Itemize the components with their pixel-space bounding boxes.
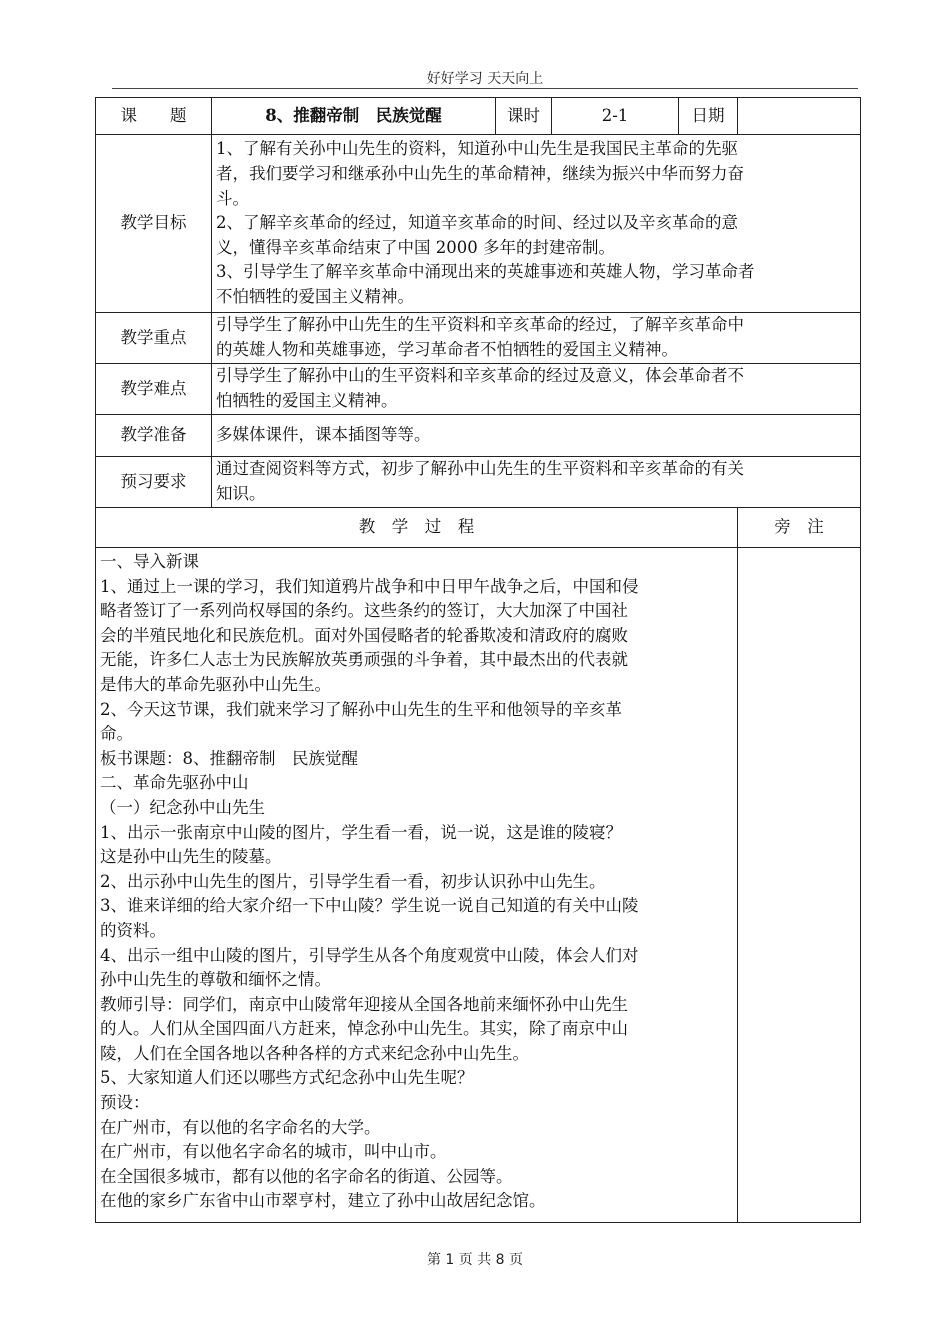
- objectives-line: 斗。: [216, 188, 249, 208]
- page-footer: 第 1 页 共 8 页: [426, 1252, 524, 1268]
- process-line: 4、出示一组中山陵的图片，引导学生从各个角度观赏中山陵，体会人们对: [100, 945, 639, 965]
- title-label: 课 题: [96, 98, 212, 135]
- objectives-label: 教学目标: [96, 135, 212, 313]
- objectives-line: 义，懂得辛亥革命结束了中国 2000 多年的封建帝制。: [216, 237, 615, 257]
- hours-label: 课时: [496, 98, 552, 135]
- header-rule: [112, 88, 858, 89]
- process-line: 1、出示一张南京中山陵的图片，学生看一看，说一说，这是谁的陵寝？: [100, 822, 622, 842]
- process-line: 2、出示孙中山先生的图片，引导学生看一看，初步认识孙中山先生。: [100, 871, 606, 891]
- hours-value: 2-1: [552, 98, 679, 135]
- process-header: 教 学 过 程: [96, 508, 738, 548]
- process-line: 5、大家知道人们还以哪些方式纪念孙中山先生呢？: [100, 1068, 474, 1088]
- difficulties-row: [96, 364, 861, 415]
- process-line: 会的半殖民地化和民族危机。面对外国侵略者的轮番欺凌和清政府的腐败: [100, 625, 628, 645]
- process-body-row: [96, 548, 861, 1223]
- process-line: （一）纪念孙中山先生: [100, 797, 265, 817]
- notes-header: 旁 注: [738, 508, 861, 548]
- process-line: 在他的家乡广东省中山市翠亨村，建立了孙中山故居纪念馆。: [100, 1191, 546, 1211]
- process-line: 是伟大的革命先驱孙中山先生。: [100, 674, 331, 694]
- difficulties-content: [212, 364, 861, 415]
- objectives-content: [212, 135, 861, 313]
- process-line: 教师引导：同学们，南京中山陵常年迎接从全国各地前来缅怀孙中山先生: [100, 994, 628, 1014]
- process-line: 孙中山先生的尊敬和缅怀之情。: [100, 970, 331, 990]
- preview-label: 预习要求: [96, 457, 212, 508]
- difficulties-label: 教学难点: [96, 364, 212, 415]
- process-line: 陵，人们在全国各地以各种各样的方式来纪念孙中山先生。: [100, 1043, 529, 1063]
- objectives-line: 3、引导学生了解辛亥革命中涌现出来的英雄事迹和英雄人物，学习革命者: [216, 262, 755, 282]
- process-content: [96, 548, 738, 1223]
- key-points-content: [212, 313, 861, 364]
- process-line: 一、导入新课: [100, 552, 199, 571]
- objectives-row: [96, 135, 861, 313]
- key-points-row: [96, 313, 861, 364]
- process-line: 的人。人们从全国四面八方赶来，悼念孙中山先生。其实，除了南京中山: [100, 1019, 628, 1039]
- process-line: 预设：: [100, 1093, 150, 1113]
- date-label: 日期: [679, 98, 738, 135]
- process-line: 在全国很多城市，都有以他的名字命名的街道、公园等。: [100, 1166, 513, 1186]
- notes-content: [738, 548, 861, 1223]
- title-row: [96, 98, 861, 135]
- process-line: 在广州市，有以他名字命名的城市，叫中山市。: [100, 1142, 447, 1162]
- preview-line: 知识。: [216, 484, 266, 503]
- preparation-content: [212, 415, 861, 457]
- key-points-line: 的英雄人物和英雄事迹，学习革命者不怕牺牲的爱国主义精神。: [216, 340, 678, 359]
- objectives-line: 者，我们要学习和继承孙中山先生的革命精神，继续为振兴中华而努力奋: [216, 164, 744, 184]
- process-line: 在广州市，有以他的名字命名的大学。: [100, 1117, 381, 1137]
- process-line: 二、革命先驱孙中山: [100, 773, 249, 793]
- process-line: 这是孙中山先生的陵墓。: [100, 847, 282, 867]
- process-line: 3、谁来详细的给大家介绍一下中山陵？学生说一说自己知道的有关中山陵: [100, 896, 639, 916]
- objectives-line: 不怕牺牲的爱国主义精神。: [216, 286, 414, 306]
- key-points-line: 引导学生了解孙中山先生的生平资料和辛亥革命的经过，了解辛亥革命中: [216, 315, 744, 335]
- page-header: 好好学习 天天向上: [426, 71, 544, 87]
- preview-row: [96, 457, 861, 508]
- preparation-row: [96, 415, 861, 457]
- difficulties-line: 引导学生了解孙中山的生平资料和辛亥革命的经过及意义，体会革命者不: [216, 366, 744, 386]
- preparation-line: 多媒体课件，课本插图等等。: [216, 425, 431, 445]
- preview-content: [212, 457, 861, 508]
- preparation-label: 教学准备: [96, 415, 212, 457]
- objectives-line: 1、了解有关孙中山先生的资料，知道孙中山先生是我国民主革命的先驱: [216, 139, 738, 159]
- date-value: [738, 98, 861, 135]
- lesson-plan-table: [95, 97, 861, 1223]
- lesson-title: 8、推翻帝制 民族觉醒: [212, 98, 496, 135]
- process-line: 的资料。: [100, 920, 166, 940]
- process-header-row: [96, 508, 861, 548]
- process-line: 无能，许多仁人志士为民族解放英勇顽强的斗争着，其中最杰出的代表就: [100, 650, 628, 670]
- preview-line: 通过查阅资料等方式，初步了解孙中山先生的生平资料和辛亥革命的有关: [216, 459, 744, 479]
- process-line: 2、今天这节课，我们就来学习了解孙中山先生的生平和他领导的辛亥革: [100, 699, 622, 719]
- process-line: 略者签订了一系列尚权辱国的条约。这些条约的签订，大大加深了中国社: [100, 601, 628, 621]
- key-points-label: 教学重点: [96, 313, 212, 364]
- process-line: 1、通过上一课的学习，我们知道鸦片战争和中日甲午战争之后，中国和侵: [100, 576, 639, 596]
- process-line: 板书课题：8、推翻帝制 民族觉醒: [100, 748, 358, 768]
- objectives-line: 2、了解辛亥革命的经过，知道辛亥革命的时间、经过以及辛亥革命的意: [216, 213, 738, 233]
- process-line: 命。: [100, 724, 133, 744]
- difficulties-line: 怕牺牲的爱国主义精神。: [216, 391, 398, 410]
